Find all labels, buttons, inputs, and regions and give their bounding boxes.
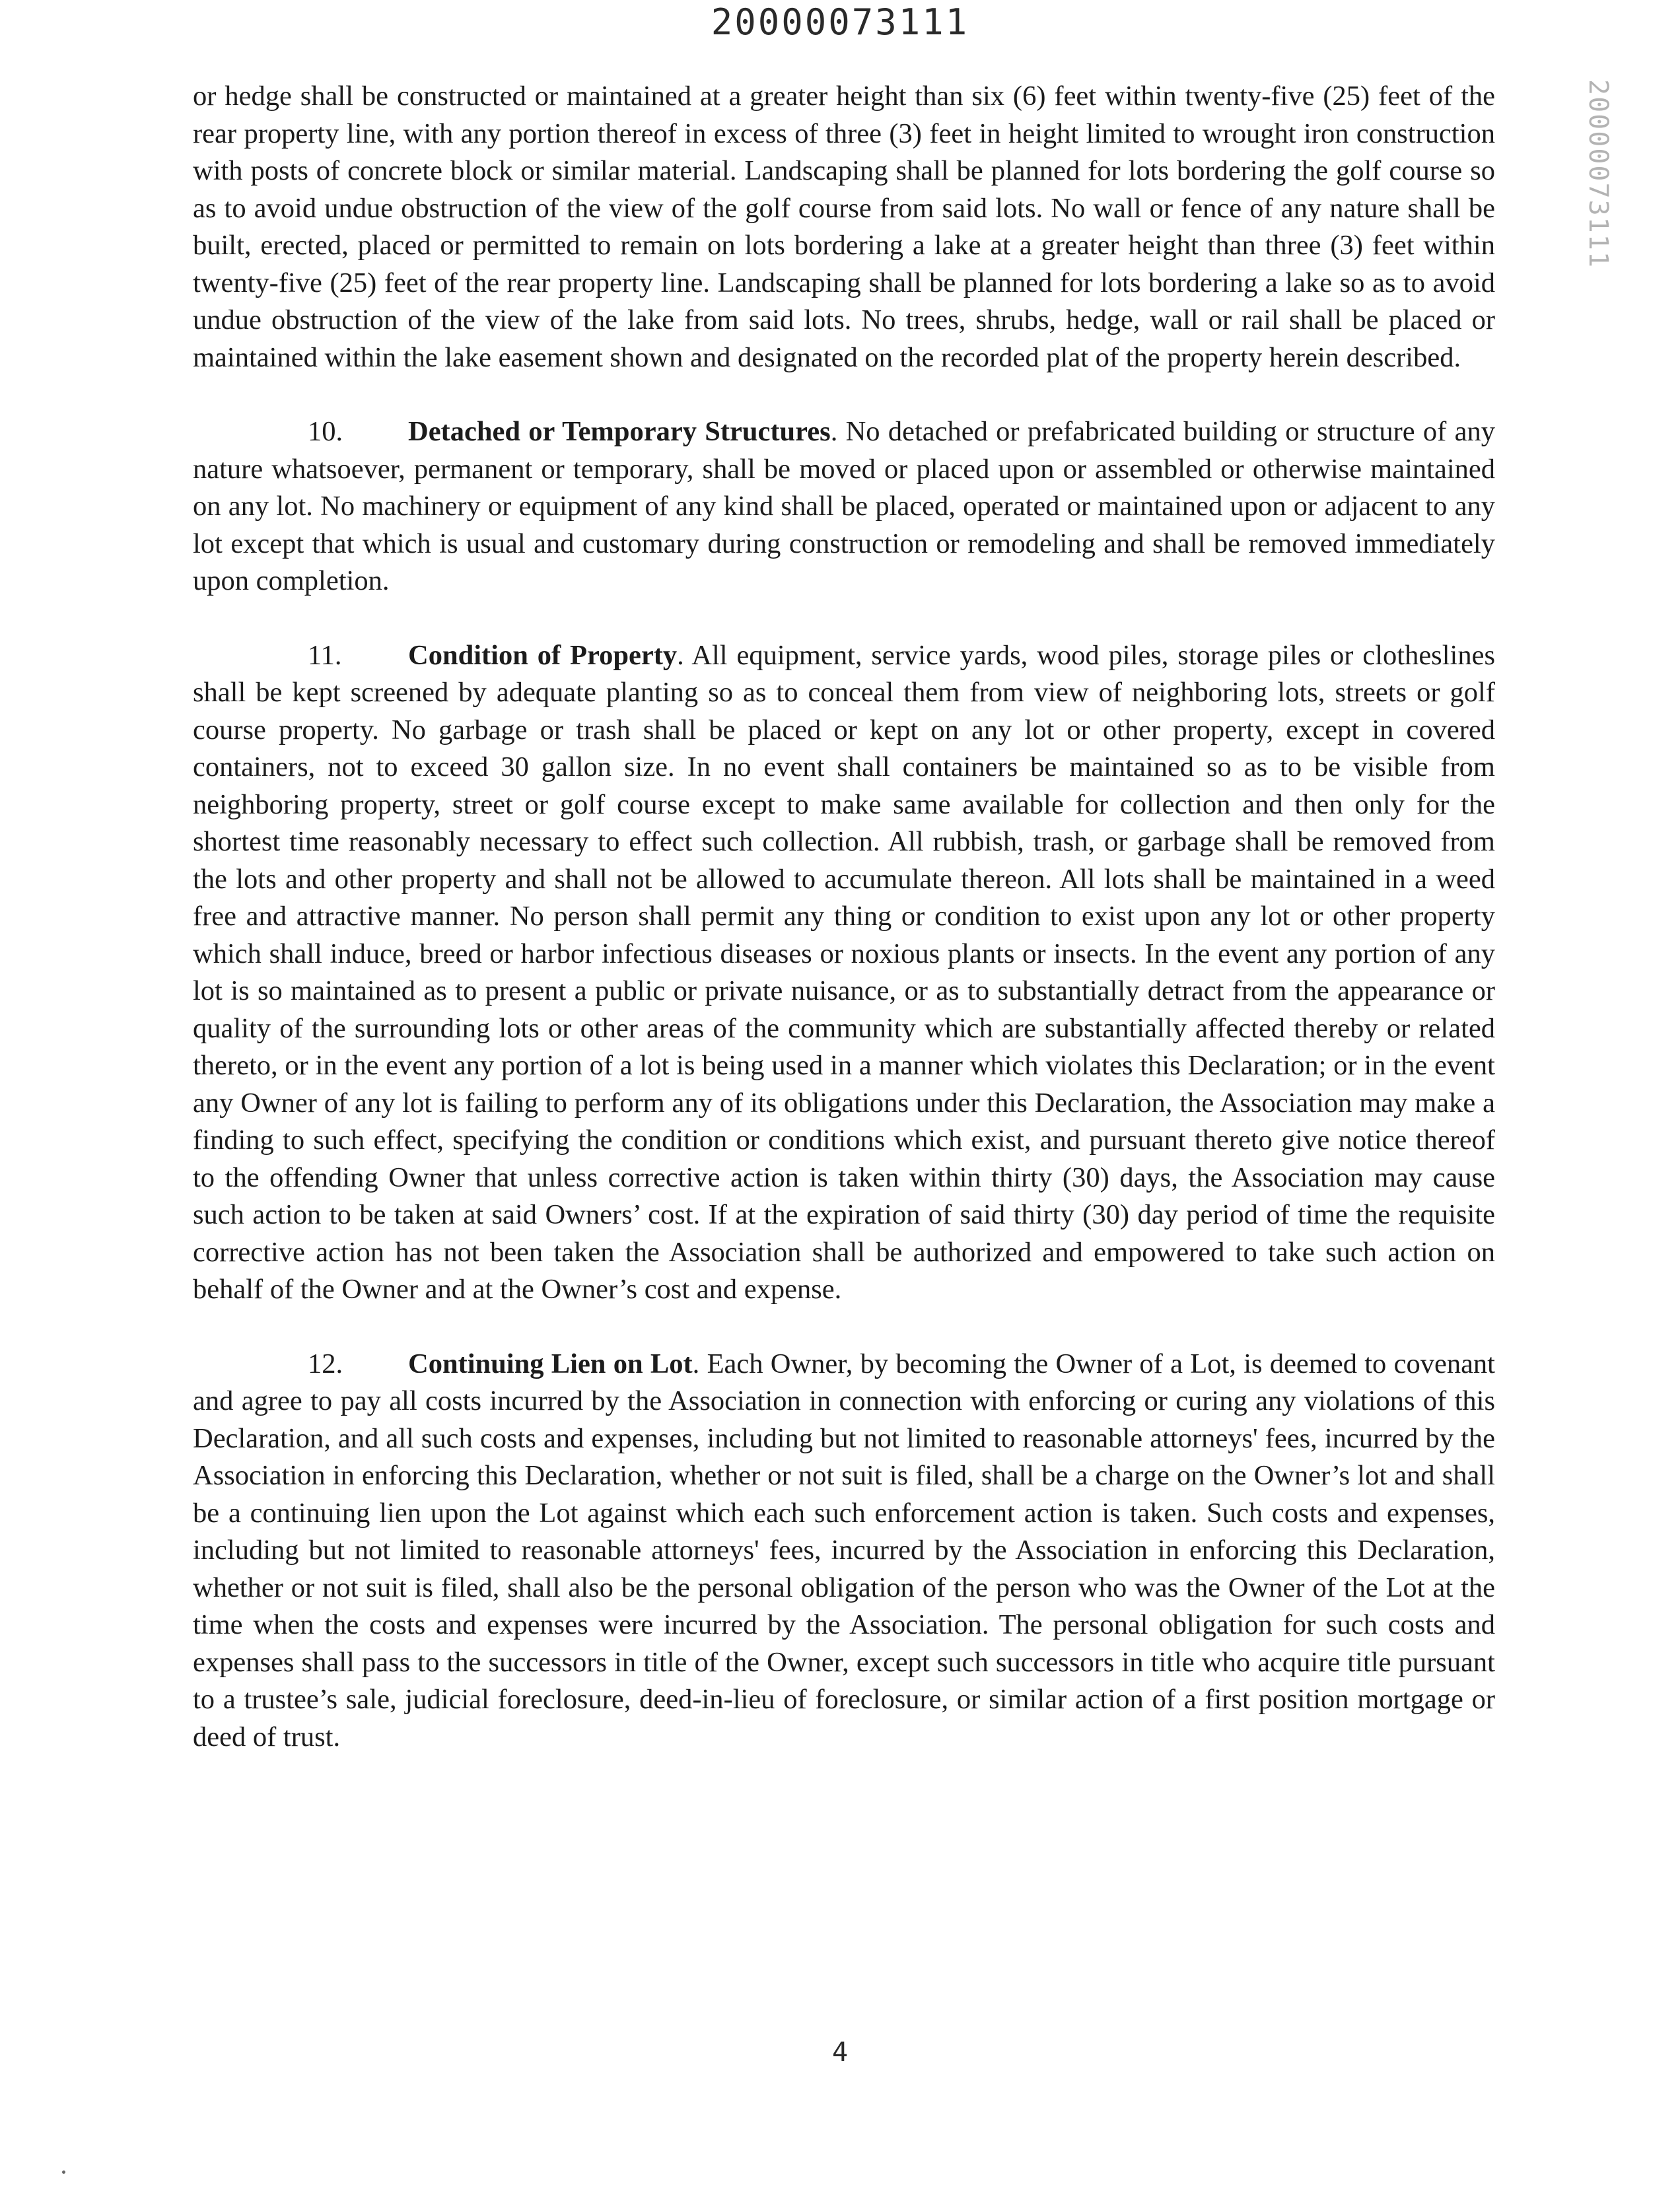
side-stamp-text: 20000073111 [1583,79,1613,269]
section-11-heading: Condition of Property [408,639,678,671]
side-recording-stamp [1582,79,1621,269]
section-11-number: 11. [308,639,342,671]
section-12 [193,1346,1495,1756]
section-12-text: . Each Owner, by becoming the Owner of a Lot, is deemed to covenant and agree to pay all costs incurred by the Association in connection with enforcing or curing any violations of this Declaration, and all such costs and expenses, including but not limited to reasonable attorneys' fees, incurred by the Association in enforcing this Declaration, whether or not suit is filed, shall be a charge on the Owner’s lot and shall be a continuing lien upon the Lot against which each such enforcement action is taken. Such costs and expenses, including but not limited to reasonable attorneys' fees, incurred by the Association in enforcing this Declaration, whether or not suit is filed, shall also be the personal obligation of the person who was the Owner of the Lot at the time when the costs and expenses were incurred by the Association. The personal obligation for such costs and expenses shall pass to the successors in title of the Owner, except such successors in title who acquire title pursuant to a trustee’s sale, judicial foreclosure, deed-in-lieu of foreclosure, or similar action of a first position mortgage or deed of trust. [193,1348,1495,1753]
section-10 [193,413,1495,600]
document-number: 20000073111 [711,1,969,43]
section-12-heading: Continuing Lien on Lot [408,1348,693,1379]
section-12-number: 12. [308,1348,343,1379]
document-body [193,78,1495,1756]
intro-paragraph: or hedge shall be constructed or maintained at a greater height than six (6) feet within twenty-five (25) feet of the rear property line, with any portion thereof in excess of three (3) feet in height limited to wrought iron construction with posts of concrete block or similar material. Landscaping shall be planned for lots bordering the golf course so as to avoid undue obstruction of the view of the golf course from said lots. No wall or fence of any nature shall be built, erected, placed or permitted to remain on lots bordering a lake at a greater height than three (3) feet within twenty-five (25) feet of the rear property line. Landscaping shall be planned for lots bordering a lake so as to avoid undue obstruction of the view of the lake from said lots. No trees, shrubs, hedge, wall or rail shall be placed or maintained within the lake easement shown and designated on the recorded plat of the property herein described. [193,81,1495,373]
section-11-text: . All equipment, service yards, wood piles, storage piles or clotheslines shall be kept screened by adequate planting so as to conceal them from view of neighboring lots, streets or golf course property. No garbage or trash shall be placed or kept on any lot or other property, except in covered containers, not to exceed 30 gallon size. In no event shall containers be maintained so as to be visible from neighboring property, street or golf course except to make same available for collection and then only for the shortest time reasonably necessary to effect such collection. All rubbish, trash, or garbage shall be removed from the lots and other property and shall not be allowed to accumulate thereon. All lots shall be maintained in a weed free and attractive manner. No person shall permit any thing or condition to exist upon any lot or other property which shall induce, breed or harbor infectious diseases or noxious plants or insects. In the event any portion of any lot is so maintained as to present a public or private nuisance, or as to substantially detract from the appearance or quality of the surrounding lots or other areas of the community which are substantially affected thereby or related thereto, or in the event any portion of a lot is being used in a manner which violates this Declaration; or in the event any Owner of any lot is failing to perform any of its obligations under this Declaration, the Association may make a finding to such effect, specifying the condition or conditions which exist, and pursuant thereto give notice thereof to the offending Owner that unless corrective action is taken within thirty (30) days, the Association may cause such action to be taken at said Owners’ cost. If at the expiration of said thirty (30) day period of time the requisite corrective action has not been taken the Association shall be authorized and empowered to take such action on behalf of the Owner and at the Owner’s cost and expense. [193,639,1495,1305]
section-10-heading: Detached or Temporary Structures [408,416,831,447]
page-number: 4 [831,2037,849,2067]
section-10-text: . No detached or prefabricated building or structure of any nature whatsoever, permanent or temporary, shall be moved or placed upon or assembled or otherwise maintained on any lot. No machinery or equipment of any kind shall be placed, operated or maintained upon or adjacent to any lot except that which is usual and customary during construction or remodeling and shall be removed immediately upon completion. [193,416,1495,596]
section-10-number: 10. [308,416,343,447]
section-11 [193,637,1495,1309]
scan-artifact-dot [62,2170,65,2174]
